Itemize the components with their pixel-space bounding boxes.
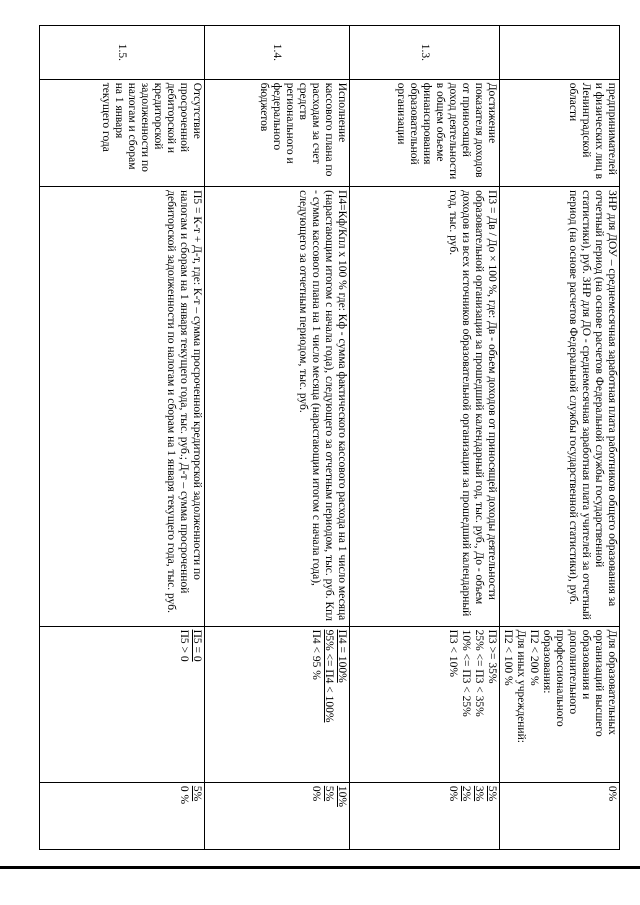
criteria-cell [205,626,350,782]
formula-cell: ЗНР для ДОУ – среднемесячная заработная плата работников общего образования за отчетный период (на основе расчетов Федеральной службы государственной статистики), руб. ЗНР для ДО - среднемесячная заработная плата учителей за отчетный период (на основе расчетов Федеральной службы государственной статистики), руб. [500,187,620,626]
table-row [40,26,205,850]
criteria-cell [350,626,500,782]
criteria-line: 25% <= П3 < 35% [473,629,485,717]
score-value: 0% [606,785,618,802]
indicator-cell: Достижение показателя доходов от приносящей доход деятельности в общем объеме финансирования образовательной организации [350,79,500,186]
score-cell [205,782,350,849]
score-value: 2% [460,785,472,802]
formula-cell: П5 = К-т + Д-т, где: К-т – сумма просроченной кредиторской задолженности по налогам и сборам на 1 января текущего года, тыс. руб.; Д-т – сумма просроченной дебиторской задолженности по налогам и сборам на 1 января текущего года, тыс. руб. [40,187,205,626]
bottom-scan-edge [0,866,640,869]
score-value: 3% [473,785,485,802]
table-row [500,26,620,850]
row-number [500,26,620,80]
criteria-line: П3 < 10% [447,629,459,677]
criteria-line: П4 = 100% [336,629,348,683]
score-value: 0% [310,785,322,802]
criteria-line: П4 < 95 % [310,629,322,680]
criteria-line: П5 > 0 [178,629,190,662]
score-cell [500,782,620,849]
score-value: 5% [486,785,498,802]
criteria-cell [500,626,620,782]
formula-cell: П3 = Дв / До × 100 %, где: Дв - объем доходов от приносящей доходы деятельности образовательной организации за прошедший календарный год, тыс. руб., До - объем доходов из всех источников образовательной организации за прошедший календарный год, тыс. руб. [350,187,500,626]
score-value: 5% [323,785,335,802]
criteria-line: Для иных учреждений: [515,629,527,743]
table-row [205,26,350,850]
criteria-line: П2 < 100 % [502,629,514,686]
criteria-line: П2 < 200 % [528,629,540,686]
score-value: 10% [336,785,348,807]
table-row [350,26,500,850]
indicator-cell: Исполнение кассового плана по расходам за счет средств регионального и федерального бюджетов [205,79,350,186]
score-value: 5% [191,785,203,802]
score-value: 0 % [178,785,190,805]
formula-cell: П4=Кф/Кпл х 100 % где: Кф - сумма фактического кассового расхода на 1 число месяца (нарастающим итогом с начала года), следующего за отчетным периодом, тыс. руб. Кпл - сумма кассового плана на 1 число месяца (нарастающим итогом с начала года), следующего за отчетным периодом, тыс. руб. [205,187,350,626]
criteria-cell [40,626,205,782]
score-cell [40,782,205,849]
row-number: 1.4. [205,26,350,80]
row-number: 1.5. [40,26,205,80]
rotated-table-container [40,25,620,850]
indicator-cell: предпринимателей и физических лиц в Ленинградской области [500,79,620,186]
criteria-line: П3 >= 35% [486,629,498,684]
indicator-cell: Отсутствие просроченной дебиторской и кредиторской задолженности по налогам и сборам на 1 января текущего года [40,79,205,186]
score-cell [350,782,500,849]
score-value: 0% [447,785,459,802]
row-number: 1.3. [350,26,500,80]
criteria-line: 95% <= П4 < 100% [323,629,335,723]
criteria-line: Для образовательных организаций высшего образования и дополнительного профессионального образования: [541,629,618,737]
criteria-line: П5 = 0 [191,629,203,662]
criteria-line: 10% <= П3 < 25% [460,629,472,717]
indicators-table [39,25,620,850]
